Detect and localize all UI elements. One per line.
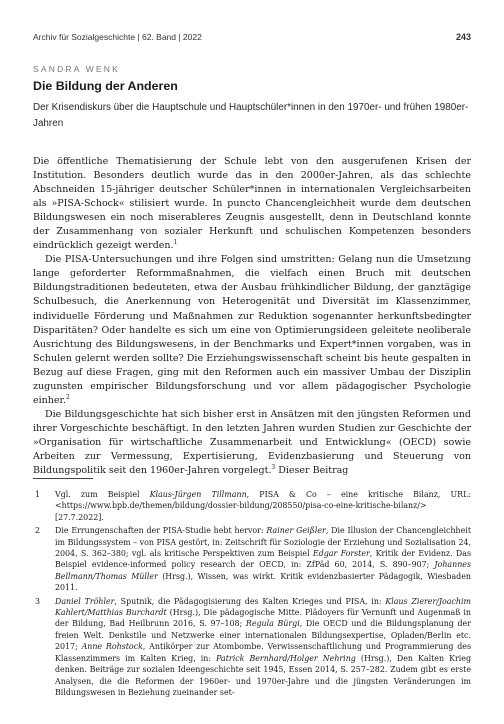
cited-author: Patrick Bernhard/Holger Nehring — [216, 653, 356, 663]
footnote-run: , Kritik der Evidenz. Das Beispiel evidence-informed policy research der OECD, in: ZfPäd 60, 2014, S. 890–907; — [55, 549, 471, 570]
footnote-run: (Hrsg.), Wissen, was wirkt. Kritik evidenzbasierter Pädagogik, Wiesbaden 2011. — [55, 571, 471, 593]
footnote-separator — [33, 478, 93, 479]
cited-author: Edgar Forster — [312, 549, 370, 559]
footnote-run: , PISA & Co – eine kritische Bilanz, URL: <https://www.bpb.de/themen/bildung/dossier-bildung/208550/pisa-co-eine-kritische-bilanz/> [27.7.2022]. — [55, 490, 471, 522]
paragraph — [33, 155, 471, 253]
footnote — [33, 596, 471, 699]
footnote-text — [55, 489, 471, 523]
footnote-number: 2 — [35, 526, 41, 536]
page-number: 243 — [455, 32, 471, 42]
footnote-run: , Die Illusion der Chancengleichheit im Bildungssystem – von PISA gestört, in: Zeitschrift für Soziologie der Erziehung und Sozialisation 24, 2004, S. 362–380; vgl. als kritische Perspektiven zum Beispiel — [55, 526, 471, 559]
paragraph-text: Die öffentliche Thematisierung der Schule lebt von den ausgerufenen Krisen der Institution. Besonders deutlich wurde das in den 2000er-Jahren, als das schlechte Abschneiden 15-jähriger deutscher Schüler*innen in internationalen Vergleichsarbeiten als »PISA-Schock« stilisiert wurde. In puncto Chancengleichheit wurde dem deutschen Bildungswesen ein noch miserableres Zeugnis ausgestellt, denn in Deutschland konnte der Zusammenhang von sozialer Herkunft und schulischen Kompetenzen besonders eindrücklich gezeigt werden. — [33, 156, 471, 252]
cited-author: Johannes Bellmann/Thomas Müller — [55, 560, 471, 581]
article-title: Die Bildung der Anderen — [33, 79, 178, 93]
article-author: SANDRA WENK — [33, 64, 121, 74]
footnotes — [33, 489, 471, 700]
article-subtitle: Der Krisendiskurs über die Hauptschule und Hauptschüler*innen in den 1970er- und frühen 1980er-Jahren — [33, 102, 469, 129]
journal-info: Archiv für Sozialgeschichte | 62. Band | 2022 — [33, 32, 202, 42]
paragraph-text-continued: Dieser Beitrag — [275, 465, 349, 477]
cited-author: Regula Bürgi — [245, 619, 300, 629]
footnote-run: (Hrsg.), Die pädagogische Mitte. Plädoyers für Vernunft und Augenmaß in der Bildung, Bad Heilbrunn 2016, S. 97–108; — [55, 608, 472, 629]
footnote-ref[interactable]: 2 — [66, 393, 70, 401]
cited-author: Rainer Geißler — [266, 526, 326, 536]
footnote-run: Vgl. zum Beispiel — [55, 490, 150, 499]
footnote-ref[interactable]: 3 — [271, 463, 276, 471]
footnote-run: , Sputnik, die Pädagogisierung des Kalten Krieges und PISA, in: — [114, 596, 386, 606]
footnote-text — [55, 596, 471, 699]
footnote-text — [55, 525, 471, 593]
cited-author: Daniel Tröhler — [55, 596, 115, 606]
body-text — [33, 155, 471, 478]
paragraph — [33, 253, 471, 408]
footnote-run: (Hrsg.), Den Kalten Krieg denken. Beiträge zur sozialen Ideengeschichte seit 1945, Essen 2014, S. 257–282. Zudem gibt es erste Analysen, die die Reformen der 1960er- und 1970er-Jahre und die jüngsten Veränderungen im Bildungswesen in Beziehung zueinander set- — [55, 653, 471, 697]
running-header — [33, 32, 471, 44]
paragraph-text: Die Bildungsgeschichte hat sich bisher erst in Ansätzen mit den jüngsten Reformen und ihrer Vorgeschichte beschäftigt. In den letzten Jahren wurden Studien zur Geschichte der »Organisation für wirtschaftliche Zusammenarbeit und Entwicklung« (OECD) sowie Arbeiten zur Vermessung, Expertisierung, Evidenzbasierung und Steuerung von Bildungspolitik seit den 1960er-Jahren vorgelegt. — [33, 408, 471, 477]
footnote-run: , Die OECD und die Bildungsplanung der freien Welt. Denkstile und Netzwerke einer internationalen Bildungsexpertise, Opladen/Berlin etc. 2017; — [55, 619, 471, 652]
footnote-run: , Antikörper zur Atombombe. Verwissenschaftlichung und Programmierung des Klassenzimmers im Kalten Krieg, in: — [55, 642, 471, 663]
footnote-number: 3 — [35, 596, 41, 606]
footnote — [33, 525, 471, 593]
footnote — [33, 489, 471, 523]
footnote-ref[interactable]: 1 — [173, 239, 178, 247]
paragraph-text: Die PISA-Untersuchungen und ihre Folgen sind umstritten: Gelang nun die Umsetzung lange geforderter Reformmaßnahmen, die vielfach einen Bruch mit deutschen Bildungstraditionen bedeuteten, etwa der Ausbau frühkindlicher Bildung, der ganztägige Schulbesuch, die Anerkennung von Heterogenität und Diversität im Klassenzimmer, individuelle Förderung und Maßnahmen zur Reduktion sogenannter herkunftsbedingter Disparitäten? Oder handelte es sich um eine von Optimierungsideen geleitete neoliberale Ausrichtung des Bildungswesens, in der Benchmarks und Expert*innen vorgaben, was in Schulen gelernt werden sollte? Die Erziehungswissenschaft scheint bis heute gespalten in Bezug auf diese Fragen, ging mit den Reformen auch ein massiver Umbau der Disziplin zugunsten empirischer Bildungsforschung und vor allem pädagogischer Psychologie einher. — [33, 254, 471, 406]
footnote-number: 1 — [35, 490, 41, 499]
cited-author: Anne Rohstock — [81, 642, 143, 652]
cited-author: Klaus Zierer/Joachim Kahlert/Matthias Burchardt — [55, 596, 472, 618]
paragraph — [33, 408, 471, 478]
footnote-run: Die Errungenschaften der PISA-Studie hebt hervor: — [55, 526, 267, 536]
cited-author: Klaus-Jürgen Tillmann — [149, 490, 247, 499]
